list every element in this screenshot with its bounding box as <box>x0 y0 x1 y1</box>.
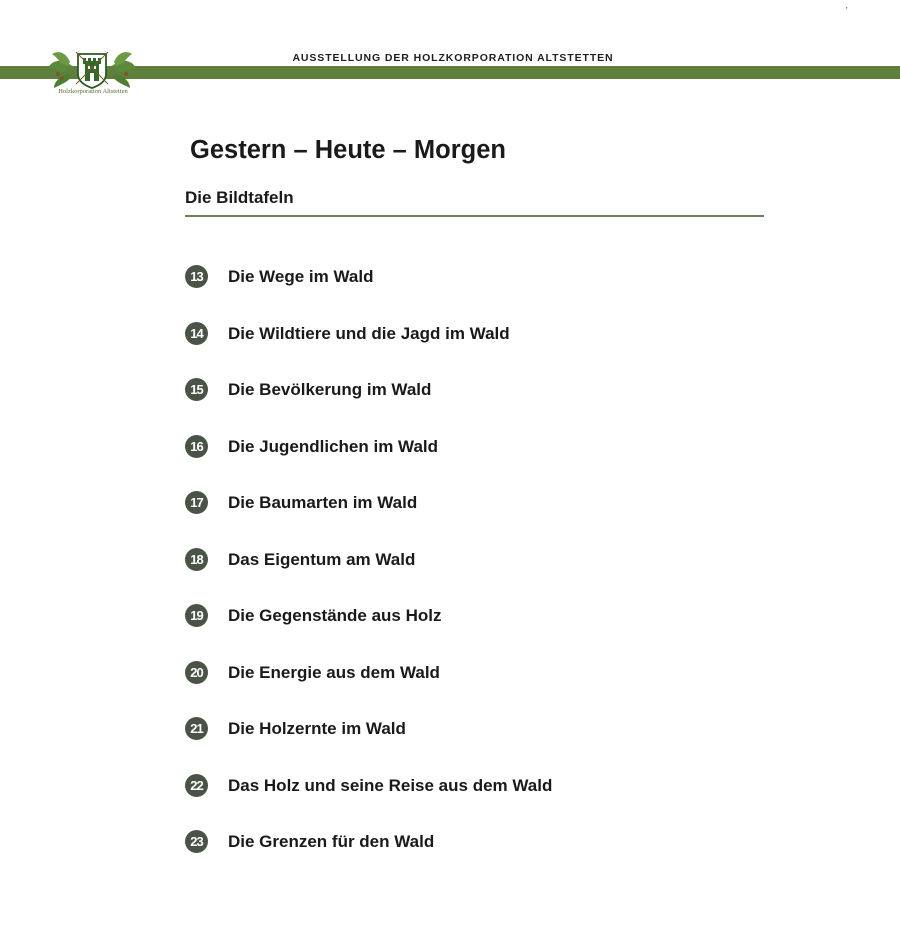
item-label: Die Baumarten im Wald <box>228 493 418 512</box>
number-badge: 22 <box>185 774 208 797</box>
number-badge: 14 <box>185 322 208 345</box>
panel-list <box>185 265 785 887</box>
number-badge: 23 <box>185 830 208 853</box>
item-label: Das Holz und seine Reise aus dem Wald <box>228 775 553 795</box>
item-label: Die Gegenstände aus Holz <box>228 606 442 625</box>
list-item <box>185 717 785 774</box>
header-title: AUSSTELLUNG DER HOLZKORPORATION ALTSTETTEN <box>292 52 614 64</box>
item-label: Die Wege im Wald <box>228 267 374 286</box>
item-label: Die Jugendlichen im Wald <box>228 436 439 456</box>
section-divider <box>185 215 764 217</box>
list-item <box>185 830 785 887</box>
page-title: Gestern – Heute – Morgen <box>190 136 506 164</box>
logo-caption: Holzkorporation Altstetten <box>58 88 128 95</box>
number-badge: 13 <box>185 265 208 288</box>
list-item <box>185 491 785 548</box>
list-item <box>185 378 785 435</box>
number-badge: 17 <box>185 491 208 514</box>
list-item <box>185 322 785 379</box>
number-badge: 19 <box>185 604 208 627</box>
item-label: Die Holzernte im Wald <box>228 719 406 738</box>
list-item <box>185 548 785 605</box>
number-badge: 20 <box>185 661 208 684</box>
number-badge: 16 <box>185 435 208 458</box>
section-subtitle: Die Bildtafeln <box>185 188 294 207</box>
list-item <box>185 774 785 831</box>
list-item <box>185 661 785 718</box>
item-label: Die Bevölkerung im Wald <box>228 380 432 399</box>
list-item <box>185 435 785 492</box>
item-label: Die Energie aus dem Wald <box>228 662 440 682</box>
item-label: Das Eigentum am Wald <box>228 549 416 569</box>
list-item <box>185 604 785 661</box>
item-label: Die Grenzen für den Wald <box>228 832 435 851</box>
number-badge: 15 <box>185 378 208 401</box>
item-label: Die Wildtiere und die Jagd im Wald <box>228 323 510 343</box>
number-badge: 18 <box>185 548 208 571</box>
number-badge: 21 <box>185 717 208 740</box>
list-item <box>185 265 785 322</box>
corner-mark: , <box>845 0 848 10</box>
